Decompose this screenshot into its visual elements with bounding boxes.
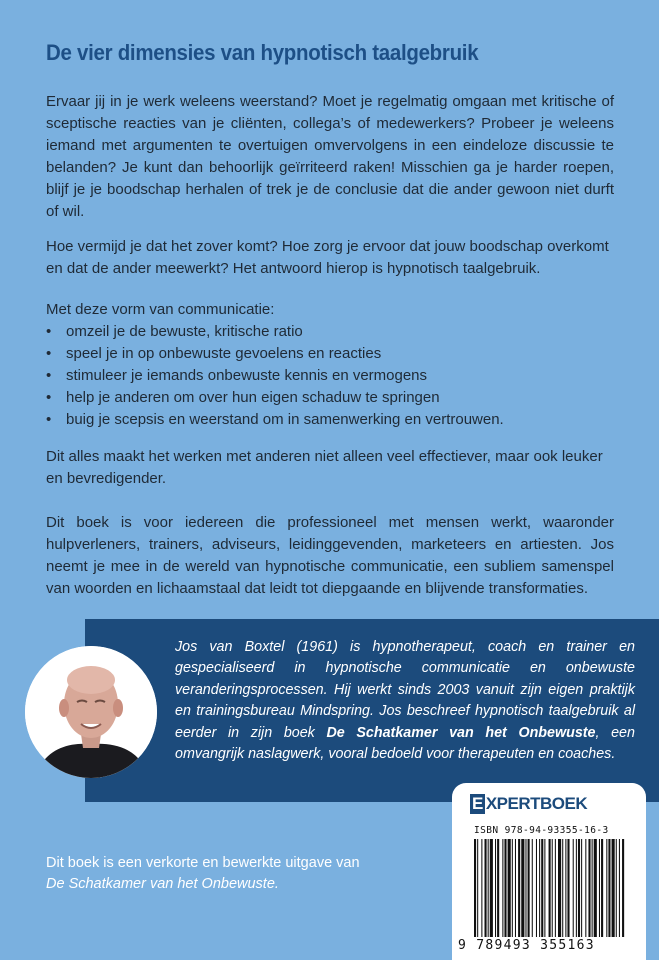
barcode-digits: 9 789493 355163 [458,938,595,953]
audience-paragraph: Dit boek is voor iedereen die professioneel met mensen werkt, waaronder hulpverleners, trainers, adviseurs, leidinggevenden, marketeers en artiesten. Jos neemt je mee in de wereld van hypnotische communicatie, een subliem samenspel van woorden en lichaamstaal dat leidt tot diepgaande en blijvende transformaties. [46,514,614,597]
bullet-icon: • [46,367,52,384]
original-book-title: De Schatkamer van het Onbewuste. [46,876,279,892]
list-item: • buig je scepsis en weerstand om in samenwerking en vertrouwen. [46,409,614,431]
isbn-label: ISBN 978-94-93355-16-3 [474,825,609,836]
logo-e-icon: E [472,794,483,813]
list-item: • omzeil je de bewuste, kritische ratio [46,321,614,343]
barcode-icon [474,839,626,937]
author-bio: Jos van Boxtel (1961) is hypnotherapeut, coach en trainer en gespecialiseerd in hypnotische communicatie en onbewuste veranderingsprocessen. Hij werkt sinds 2003 vanuit zijn eigen praktijk en trainingsbureau Mindspring. Jos beschreef hypnotisch taalgebruik al eerder in zijn boek De Schatkamer van het Onbewuste, een omvangrijk naslagwerk, vooral bedoeld voor therapeuten en coaches. [175,639,635,763]
benefits-list [46,321,614,431]
page-title: De vier dimensies van hypnotisch taalgebruik [46,40,479,65]
bullet-icon: • [46,389,52,406]
list-item: • help je anderen om over hun eigen schaduw te springen [46,387,614,409]
edition-note: Dit boek is een verkorte en bewerkte uitgave van De Schatkamer van het Onbewuste. [46,853,426,895]
bullet-icon: • [46,411,52,428]
book-title: De Schatkamer van het Onbewuste [326,724,596,741]
bullet-icon: • [46,345,52,362]
barcode-panel [452,783,646,960]
benefits-section [46,299,614,431]
benefits-intro: Met deze vorm van communicatie: [46,301,275,318]
author-photo [25,646,157,778]
intro-paragraph: Ervaar jij in je werk weleens weerstand? Moet je regelmatig omgaan met kritische of sceptische reacties van je cliënten, collega’s of medewerkers? Probeer je weleens iemand met argumenten te overtuigen omvervolgens in een eindeloze discussie te belanden? Je kunt dan behoorlijk geïrriteerd raken! Misschien ga je harder roepen, blijf je je boodschap herhalen of trek je de conclusie dat die ander gewoon niet durft of wil. [46,93,614,220]
publisher-logo: E XPERTBOEK [472,794,588,813]
bullet-icon: • [46,323,52,340]
question-paragraph: Hoe vermijd je dat het zover komt? Hoe zorg je ervoor dat jouw boodschap overkomt en dat de ander meewerkt? Het antwoord hierop is hypnotisch taalgebruik. [46,238,609,277]
summary-paragraph: Dit alles maakt het werken met anderen niet alleen veel effectiever, maar ook leuker en bevredigender. [46,448,603,487]
list-item: • stimuleer je iemands onbewuste kennis en vermogens [46,365,614,387]
list-item: • speel je in op onbewuste gevoelens en reacties [46,343,614,365]
